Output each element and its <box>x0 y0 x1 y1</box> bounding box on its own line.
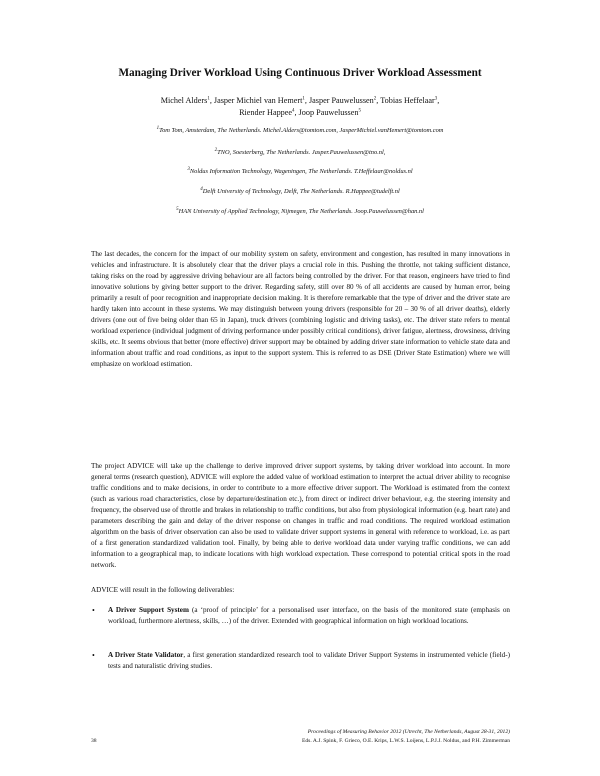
affiliation-sup: 3 <box>187 166 190 172</box>
affiliation <box>0 149 600 156</box>
affiliation-sup: 2 <box>214 147 218 153</box>
body-paragraph: ADVICE will result in the following deliverables: <box>91 586 235 594</box>
affiliation-sup: 5 <box>176 206 179 212</box>
body-paragraph: The last decades, the concern for the impact of our mobility system on safety, environment and congestion, has resulted in many innovations in vehicles and infrastructure. It is absolutely clear that the driver plays a crucial role in this. Pushing the throttle, not taking sufficient distance, taking risks on the road by aggressive driving behaviour are all factors being controlled by the driver. For that reason, engineers have tried to find innovative solutions by giving better support to the driver. Regarding safety, still over 80 % of all accidents are caused by human error, being primarily a result of poor recognition and inappropriate decision making. It is therefore remarkable that the type of driver and the driver state are hardly taken into account in these systems. We may distinguish between young drivers (responsible for 20 – 30 % of all driver deaths), elderly drivers (one out of five being older than 65 in Japan), truck drivers (combining logistic and driving tasks), etc. The driver state refers to mental workload experience (individual judgment of driving performance under possibly critical conditions), driver fatigue, alertness, drowsiness, driving skills, etc. It seems obvious that better (more effective) driver support may be obtained by adding driver state information to vehicle state data and information about traffic and road conditions, as input to the support system. This is referred to as DSE (Driver State Estimation) where we will emphasize on workload estimation. <box>91 250 510 368</box>
author-line-1: Michel Alders$^1$, Jasper Michiel van Hemert$^1$, Jasper Pauwelussen$^2$, Tobias Heffelaar$^3$, <box>160 96 440 105</box>
list-item-lead: A Driver Support System <box>108 606 189 614</box>
footer-proceedings: Proceedings of Measuring Behavior 2012 (Utrecht, The Netherlands, August 28-31, 2012) <box>307 729 510 735</box>
author: Riender Happee <box>239 108 293 117</box>
affiliation <box>0 127 600 134</box>
footer-editors: Eds. A.J. Spink, F. Grieco, O.E. Krips, L.W.S. Loijens, L.P.J.J. Noldus, and P.H. Zimmerman <box>301 738 510 744</box>
list-item-text: (a ‘proof of principle’ for a personalised user interface, on the basis of the monitored state (emphasis on workload, furthermore alertness, skills, …) of the driver. Extended with geographical information on high workload locations. <box>108 606 511 625</box>
affiliation-sup: 1 <box>156 125 160 131</box>
author-sup: 2 <box>373 96 377 102</box>
affiliation-text: TNO, Soesterberg, The Netherlands. Jasper.Pauwelussen@tno.nl, <box>217 149 386 156</box>
body-paragraph: The project ADVICE will take up the challenge to derive improved driver support systems, by taking driver workload into account. In more general terms (research question), ADVICE will explore the added value of workload estimation to interpret the actual driver ability to recognise traffic conditions and to make decisions, in order to contribute to a more effective driver support. The Workload is estimated from the context (such as various road characteristics, close by departure/destination etc.), from direct or indirect driver behaviour, e.g. the steering intensity and frequency, the observed use of throttle and brakes in relationship to traffic conditions, but also from physiological information (e.g. heart rate) and parameters describing the gain and delay of the driver response on changes in traffic and road conditions. The required workload estimation algorithm on the basis of driver observation can also be used to validate driver support systems in general with reference to workload, i.e. as part of a first generation standardized validation tool. Finally, by being able to derive workload data under varying traffic conditions, we can add information to a geographical map, to indicate locations with high workload expectation. These correspond to potential critical spots in the road network. <box>91 462 510 569</box>
author: Joop Pauwelussen <box>298 108 359 117</box>
author: Michel Alders <box>160 96 208 105</box>
paper-title: Managing Driver Workload Using Continuous Driver Workload Assessment <box>118 67 482 79</box>
bullet-icon: • <box>92 606 95 615</box>
author-sup: 5 <box>358 108 361 114</box>
author-sup: 1 <box>207 96 210 102</box>
affiliation <box>0 188 600 195</box>
list-item-text: , a first generation standardized research tool to validate Driver Support Systems in instrumented vehicle (field-) tests and naturalistic driving studies. <box>108 651 511 670</box>
list-item <box>92 650 511 672</box>
author-sup: 1 <box>302 96 305 102</box>
affiliation-sup: 4 <box>200 186 203 192</box>
affiliation-text: Tom Tom, Amsterdam, The Netherlands. Michel.Alders@tomtom.com, JasperMichiel.vanHemert@tomtom.com <box>159 127 444 134</box>
author-line-2: Riender Happee$^4$, Joop Pauwelussen$^5$ <box>239 108 361 117</box>
author-sup: 4 <box>292 108 295 114</box>
affiliation <box>0 208 600 215</box>
affiliation-text: Noldus Information Technology, Wageningen, The Netherlands. T.Heffelaar@noldus.nl <box>189 168 413 175</box>
affiliation-text: Delft University of Technology, Delft, The Netherlands. R.Happee@tudelft.nl <box>202 188 400 195</box>
affiliation-text: HAN University of Applied Technology, Nijmegen, The Netherlands. Joop.Pauwelussen@han.nl <box>178 208 424 215</box>
list-item-lead: A Driver State Validator <box>108 651 184 659</box>
affiliation <box>0 168 600 175</box>
author: Jasper Pauwelussen <box>308 96 374 105</box>
page-number: 38 <box>91 738 97 744</box>
author-sup: 3 <box>434 96 438 102</box>
author: Tobias Heffelaar <box>380 96 435 105</box>
list-item <box>92 605 511 627</box>
author: Jasper Michiel van Hemert <box>213 96 303 105</box>
bullet-icon: • <box>92 651 95 660</box>
